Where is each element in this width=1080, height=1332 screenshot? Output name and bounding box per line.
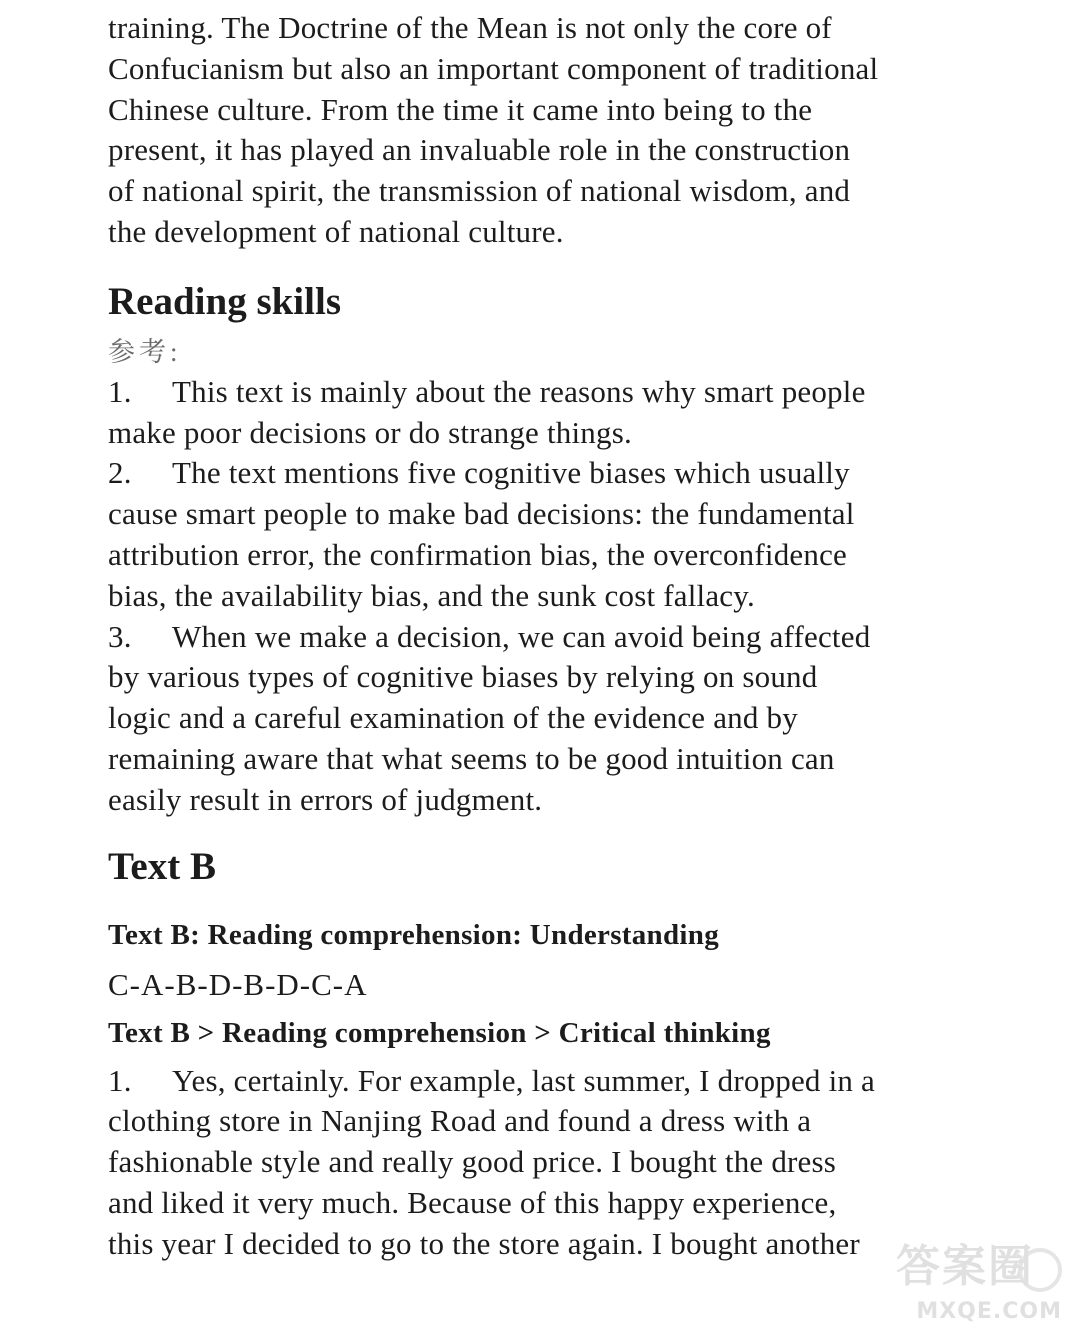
- answer-text: Yes, certainly. For example, last summer, I dropped in a: [172, 1062, 876, 1098]
- answer-line: cause smart people to make bad decisions: the fundamental: [108, 496, 855, 532]
- answer-line: this year I decided to go to the store again. I bought another: [108, 1225, 860, 1261]
- document-page: [108, 8, 988, 1265]
- site-watermark: [892, 1234, 1062, 1324]
- answer-line: [108, 617, 988, 658]
- critical-thinking-answer-1: [108, 1061, 988, 1265]
- answer-line: fashionable style and really good price. I bought the dress: [108, 1144, 837, 1180]
- answer-line: attribution error, the confirmation bias, the overconfidence: [108, 536, 847, 572]
- intro-paragraph: [108, 8, 988, 253]
- answer-number: 3.: [108, 618, 132, 654]
- reading-skills-heading: Reading skills: [108, 279, 341, 323]
- answer-number: 1.: [108, 373, 132, 409]
- text-line: present, it has played an invaluable role in the construction: [108, 132, 851, 168]
- text-line: of national spirit, the transmission of national wisdom, and: [108, 173, 851, 209]
- answer-line: [108, 453, 988, 494]
- reading-skills-answer-1: [108, 372, 988, 454]
- answer-line: remaining aware that what seems to be good intuition can: [108, 740, 835, 776]
- text-line: Confucianism but also an important component of traditional: [108, 50, 879, 86]
- answer-line: and liked it very much. Because of this happy experience,: [108, 1184, 837, 1220]
- text-line: the development of national culture.: [108, 213, 564, 249]
- answer-line: [108, 1061, 988, 1102]
- text-line: training. The Doctrine of the Mean is not only the core of: [108, 10, 832, 45]
- answer-line: logic and a careful examination of the evidence and by: [108, 700, 798, 736]
- answer-text: The text mentions five cognitive biases which usually: [172, 455, 850, 491]
- answer-line: bias, the availability bias, and the sunk cost fallacy.: [108, 577, 755, 613]
- reference-label: 参考:: [108, 336, 182, 367]
- watermark-text: 答案圈: [896, 1241, 1034, 1292]
- answer-line: easily result in errors of judgment.: [108, 781, 543, 817]
- answer-number: 1.: [108, 1062, 132, 1098]
- answer-text: This text is mainly about the reasons why smart people: [172, 373, 866, 409]
- answer-line: make poor decisions or do strange things.: [108, 414, 632, 450]
- answer-line: [108, 372, 988, 413]
- text-b-heading: Text B: [108, 844, 216, 888]
- answer-key: C-A-B-D-B-D-C-A: [108, 966, 368, 1002]
- answer-line: by various types of cognitive biases by relying on sound: [108, 659, 818, 695]
- critical-thinking-subheading: Text B > Reading comprehension > Critical thinking: [108, 1016, 771, 1049]
- answer-line: clothing store in Nanjing Road and found a dress with a: [108, 1103, 812, 1139]
- reading-skills-answer-2: [108, 453, 988, 616]
- understanding-subheading: Text B: Reading comprehension: Understanding: [108, 918, 719, 951]
- answer-text: When we make a decision, we can avoid being affected: [172, 618, 871, 654]
- watermark-url: MXQE.COM: [916, 1299, 1062, 1324]
- answer-number: 2.: [108, 455, 132, 491]
- reading-skills-answer-3: [108, 617, 988, 821]
- text-line: Chinese culture. From the time it came into being to the: [108, 91, 813, 127]
